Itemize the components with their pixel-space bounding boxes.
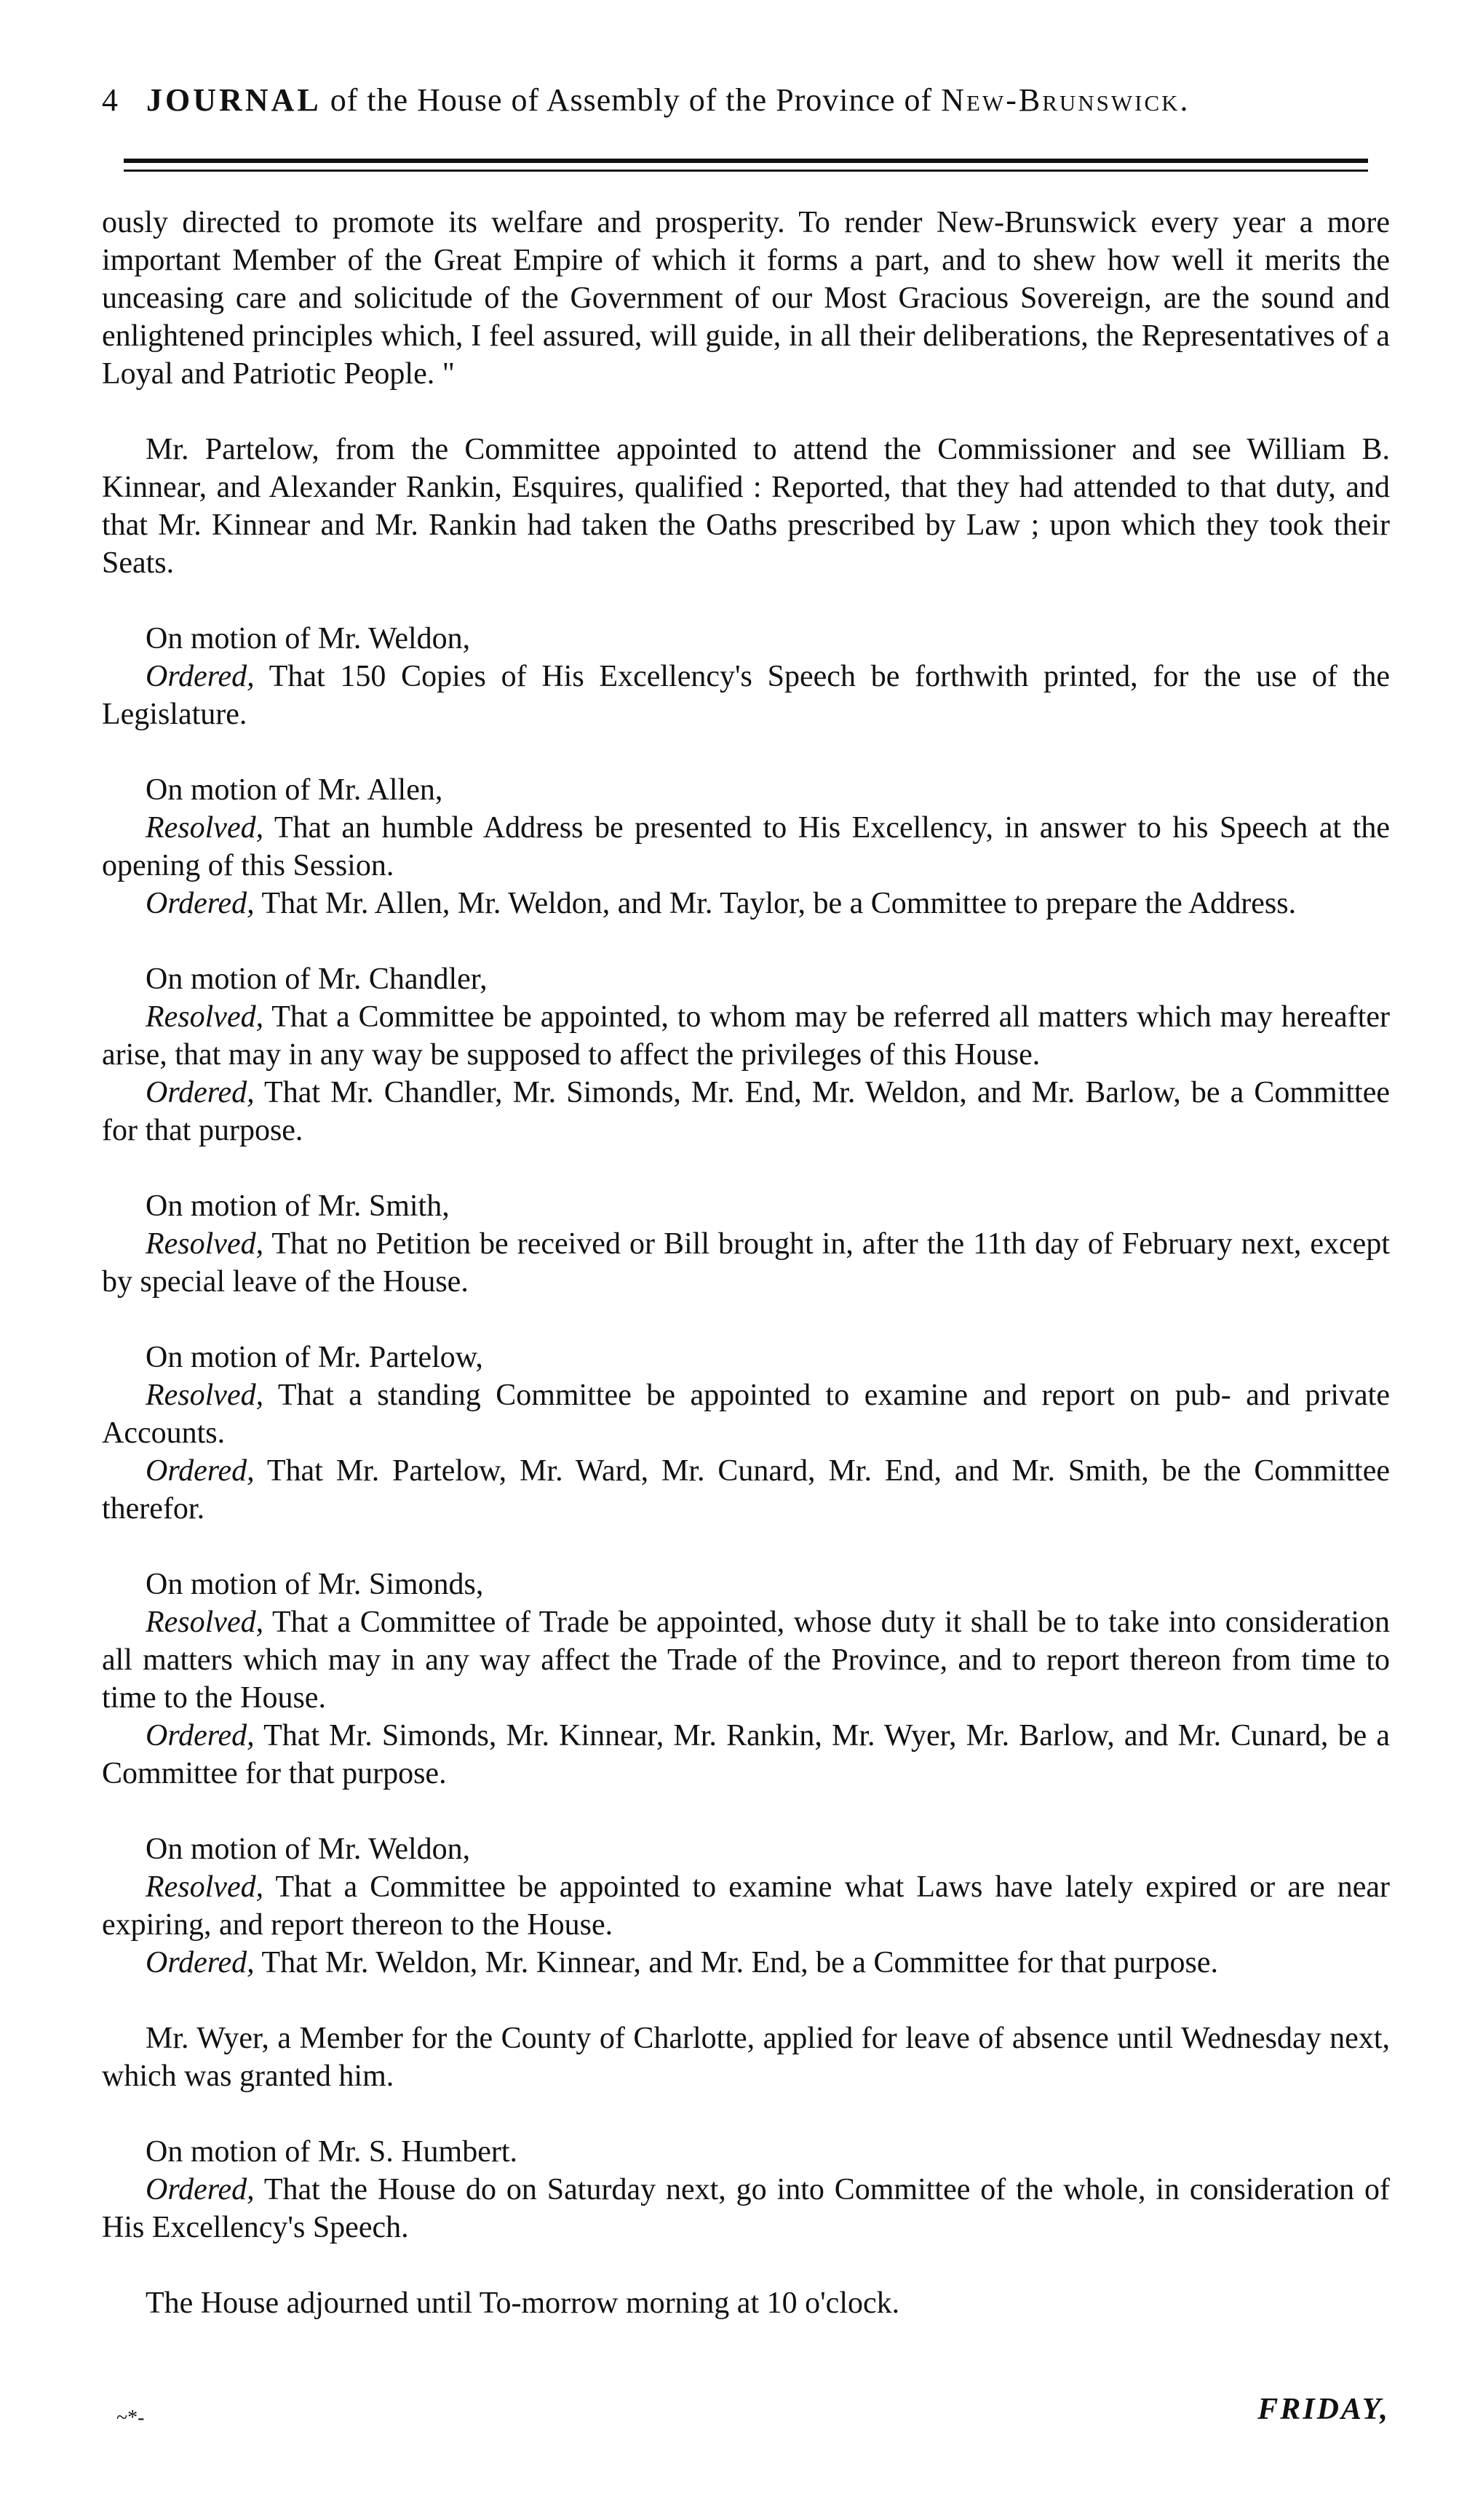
entry-text: That Mr. Partelow, Mr. Ward, Mr. Cunard, Mr. End, and Mr. Smith, be the Committee therefor. [102,1454,1390,1526]
entry-label: Resolved, [146,1606,264,1639]
entry-text: ously directed to promote its welfare and prosperity. To render New-Brunswick every year a more important Member of the Great Empire of which it forms a part, and to shew how well it merits the unceasing care and solicitude of the Government of our Most Gracious Sovereign, are the sound and enlightened principles which, I feel assured, will guide, in all their deliberations, the Representatives of a Loyal and Patriotic People. " [102,206,1390,391]
header-double-rule [124,159,1368,172]
journal-entry [102,1868,1390,1944]
journal-paragraph [102,620,1390,658]
header-province: New-Brunswick. [941,82,1190,118]
entry-text: On motion of Mr. Chandler, [146,962,488,996]
entry-label: Ordered, [146,1946,255,1979]
journal-entry [102,809,1390,885]
footer-mark: ~*- [116,2407,145,2429]
entry-label: Ordered, [146,1454,255,1488]
entry-text: That a Committee of Trade be appointed, whose duty it shall be to take into consideration all matters which may in any way affect the Trade of the Province, and to report thereon from time to time to the House. [102,1606,1390,1715]
entry-text: On motion of Mr. Weldon, [146,1833,471,1866]
paragraph-gap [102,733,1390,771]
paragraph-gap [102,393,1390,431]
catchword: FRIDAY, [1257,2393,1390,2426]
journal-entry [102,1944,1390,1982]
document-page [102,0,1390,2520]
journal-entry [102,1225,1390,1301]
entry-text: On motion of Mr. Simonds, [146,1568,484,1601]
journal-paragraph [102,1339,1390,1376]
entry-label: Ordered, [146,887,255,920]
entry-text: Mr. Wyer, a Member for the County of Charlotte, applied for leave of absence until Wednesday next, which was granted him. [102,2022,1390,2093]
entry-text: That a Committee be appointed, to whom may be referred all matters which may hereafter arise, that may in any way be supposed to affect the privileges of this House. [102,1000,1390,1072]
entry-text: Mr. Partelow, from the Committee appointed to attend the Commissioner and see William B. Kinnear, and Alexander Rankin, Esquires, qualified : Reported, that they had attended to that duty, and that Mr. Kinnear and Mr. Rankin had taken the Oaths prescribed by Law ; upon which they took their Seats. [102,433,1390,580]
journal-paragraph [102,771,1390,809]
journal-entry [102,998,1390,1074]
entry-label: Resolved, [146,1870,264,1904]
entry-text: On motion of Mr. S. Humbert. [146,2135,517,2169]
entry-label: Resolved, [146,1379,264,1412]
journal-paragraph [102,1830,1390,1868]
paragraph-gap [102,922,1390,960]
entry-text: That a standing Committee be appointed to examine and report on pub- and private Accounts. [102,1379,1390,1450]
entry-label: Resolved, [146,1227,264,1261]
paragraph-gap [102,1301,1390,1339]
entry-label: Ordered, [146,1076,255,1109]
entry-text: On motion of Mr. Smith, [146,1189,450,1223]
entry-text: That Mr. Weldon, Mr. Kinnear, and Mr. End, be a Committee for that purpose. [261,1946,1219,1979]
journal-entry [102,1717,1390,1793]
entry-text: The House adjourned until To-morrow morning at 10 o'clock. [146,2286,900,2320]
entry-label: Ordered, [146,1719,255,1753]
entry-text: That Mr. Chandler, Mr. Simonds, Mr. End, Mr. Weldon, and Mr. Barlow, be a Committee for that purpose. [102,1076,1390,1147]
entry-label: Resolved, [146,811,264,845]
paragraph-gap [102,2246,1390,2284]
journal-label: JOURNAL [146,82,322,118]
entry-text: On motion of Mr. Allen, [146,773,443,807]
paragraph-gap [102,2095,1390,2133]
journal-paragraph [102,2019,1390,2095]
journal-paragraph [102,431,1390,582]
entry-text: On motion of Mr. Partelow, [146,1341,483,1374]
journal-paragraph [102,960,1390,998]
entry-text: That no Petition be received or Bill brought in, after the 11th day of February next, except by special leave of the House. [102,1227,1390,1299]
entry-text: That Mr. Simonds, Mr. Kinnear, Mr. Rankin, Mr. Wyer, Mr. Barlow, and Mr. Cunard, be a Committee for that purpose. [102,1719,1390,1790]
entry-label: Ordered, [146,660,255,693]
running-header [102,81,1390,119]
paragraph-gap [102,1982,1390,2019]
header-title: of the House of Assembly of the Province of [330,82,933,118]
journal-entry [102,885,1390,922]
journal-entry [102,1074,1390,1149]
journal-entry [102,1603,1390,1717]
paragraph-gap [102,582,1390,620]
paragraph-gap [102,1149,1390,1187]
entry-text: That a Committee be appointed to examine what Laws have lately expired or are near expiring, and report thereon to the House. [102,1870,1390,1942]
journal-body [102,204,1390,2322]
entry-text: On motion of Mr. Weldon, [146,622,471,655]
entry-text: That the House do on Saturday next, go into Committee of the whole, in consideration of His Excellency's Speech. [102,2173,1390,2244]
journal-paragraph [102,1566,1390,1603]
entry-label: Resolved, [146,1000,264,1034]
entry-label: Ordered, [146,2173,255,2206]
page-number: 4 [102,82,119,118]
continued-paragraph [102,204,1390,393]
journal-paragraph [102,2133,1390,2171]
journal-entry [102,2171,1390,2246]
paragraph-gap [102,1793,1390,1830]
entry-text: That 150 Copies of His Excellency's Speech be forthwith printed, for the use of the Legislature. [102,660,1390,731]
paragraph-gap [102,1528,1390,1566]
entry-text: That an humble Address be presented to His Excellency, in answer to his Speech at the opening of this Session. [102,811,1390,882]
journal-entry [102,658,1390,733]
journal-entry [102,1452,1390,1528]
journal-paragraph [102,1187,1390,1225]
journal-entry [102,1376,1390,1452]
journal-paragraph [102,2284,1390,2322]
entry-text: That Mr. Allen, Mr. Weldon, and Mr. Taylor, be a Committee to prepare the Address. [261,887,1297,920]
